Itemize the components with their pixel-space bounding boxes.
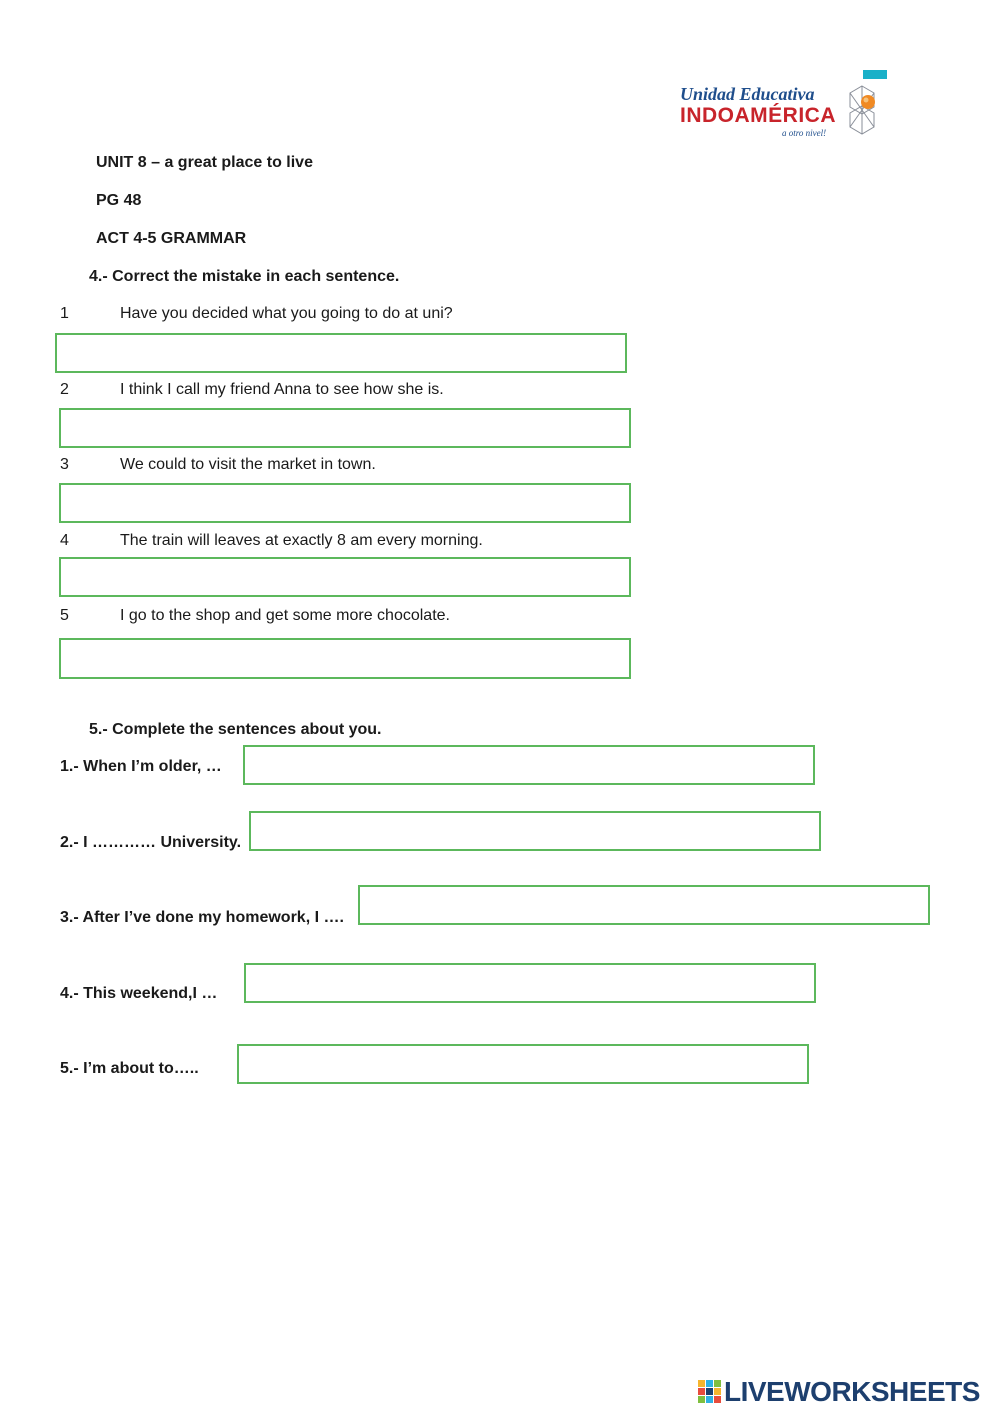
sentence-text: I think I call my friend Anna to see how she is. [120,381,444,398]
completion-input-5[interactable] [237,1044,809,1084]
item-number: 5 [60,607,69,624]
correction-input-5[interactable] [59,638,631,679]
item-number: 3 [60,456,69,473]
correction-input-1[interactable] [55,333,627,373]
logo-tagline: a otro nivel! [782,128,827,138]
sentence-text: The train will leaves at exactly 8 am every morning. [120,532,483,549]
completion-input-1[interactable] [243,745,815,785]
page-number: PG 48 [96,192,142,209]
prompt-text: 1.- When I’m older, … [60,758,222,775]
school-logo [680,70,890,142]
sentence-text: I go to the shop and get some more chocolate. [120,607,450,624]
item-number: 4 [60,532,69,549]
logo-line2: INDOAMÉRICA [680,104,836,127]
prompt-text: 4.- This weekend,I … [60,985,218,1002]
correction-input-2[interactable] [59,408,631,448]
unit-title: UNIT 8 – a great place to live [96,154,313,171]
prompt-text: 3.- After I’ve done my homework, I …. [60,909,344,926]
correction-input-3[interactable] [59,483,631,523]
liveworksheets-wordmark: LIVEWORKSHEETS [724,1376,980,1407]
completion-input-2[interactable] [249,811,821,851]
liveworksheets-logo-icon [698,1380,722,1404]
completion-input-3[interactable] [358,885,930,925]
activity-label: ACT 4-5 GRAMMAR [96,230,247,247]
sentence-text: We could to visit the market in town. [120,456,376,473]
correction-input-4[interactable] [59,557,631,597]
prompt-text: 5.- I’m about to….. [60,1060,199,1077]
item-number: 1 [60,305,69,322]
exercise4-title: 4.- Correct the mistake in each sentence. [89,268,400,285]
exercise5-title: 5.- Complete the sentences about you. [89,721,382,738]
completion-input-4[interactable] [244,963,816,1003]
item-number: 2 [60,381,69,398]
logo-accent-bar [863,70,887,79]
prompt-text: 2.- I ………… University. [60,834,242,851]
logo-emblem-icon [848,84,876,136]
logo-line1: Unidad Educativa [680,84,815,104]
sentence-text: Have you decided what you going to do at uni? [120,305,453,322]
